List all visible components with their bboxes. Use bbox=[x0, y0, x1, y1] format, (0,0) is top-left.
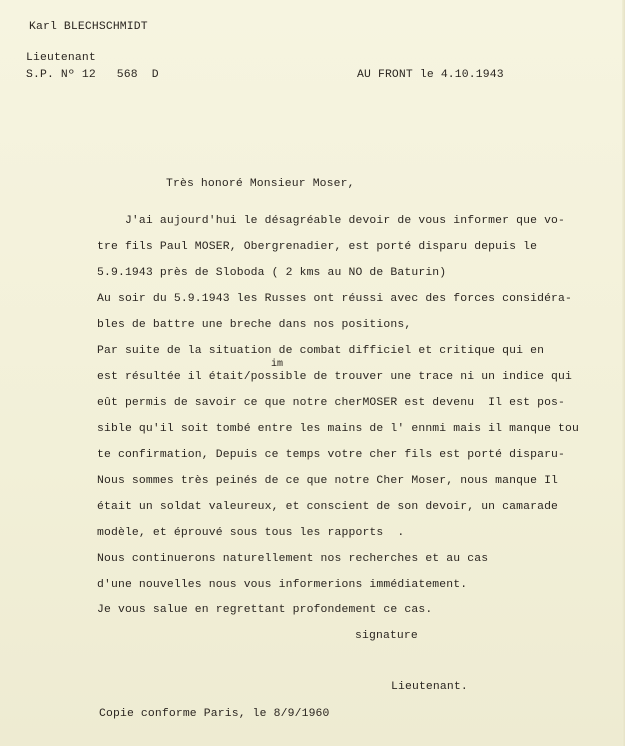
body-line-1: J'ai aujourd'hui le désagréable devoir de vous informer que vo- bbox=[97, 215, 566, 227]
body-line-9: sible qu'il soit tombé entre les mains de l' ennmi mais il manque tou bbox=[97, 423, 579, 435]
signature-label: signature bbox=[355, 630, 418, 642]
postal-sector: S.P. Nº 12 568 D bbox=[26, 69, 159, 81]
body-line-2: tre fils Paul MOSER, Obergrenadier, est porté disparu depuis le bbox=[97, 241, 538, 253]
body-line-11: Nous sommes très peinés de ce que notre Cher Moser, nous manque Il bbox=[97, 475, 559, 487]
body-line-13: modèle, et éprouvé sous tous les rapports . bbox=[97, 527, 405, 539]
body-line-16: Je vous salue en regrettant profondement ce cas. bbox=[97, 604, 433, 616]
place-date: AU FRONT le 4.10.1943 bbox=[357, 69, 504, 81]
sender-name: Karl BLECHSCHMIDT bbox=[29, 21, 148, 33]
body-line-5: bles de battre une breche dans nos positions, bbox=[97, 319, 412, 331]
body-line-7: est résultée il était/possible de trouver une trace ni un indice qui bbox=[97, 371, 573, 383]
salutation: Très honoré Monsieur Moser, bbox=[166, 178, 355, 190]
body-line-3: 5.9.1943 près de Sloboda ( 2 kms au NO de Baturin) bbox=[97, 267, 447, 279]
body-line-14: Nous continuerons naturellement nos recherches et au cas bbox=[97, 553, 489, 565]
body-line-6: Par suite de la situation de combat difficiel et critique qui en bbox=[97, 345, 545, 357]
sender-rank: Lieutenant bbox=[26, 52, 96, 64]
body-line-4: Au soir du 5.9.1943 les Russes ont réussi avec des forces considéra- bbox=[97, 293, 573, 305]
closing-rank: Lieutenant. bbox=[391, 681, 468, 693]
body-line-15: d'une nouvelles nous vous informerions immédiatement. bbox=[97, 579, 468, 591]
copy-note: Copie conforme Paris, le 8/9/1960 bbox=[99, 708, 330, 720]
body-line-12: était un soldat valeureux, et conscient de son devoir, un camarade bbox=[97, 501, 559, 513]
body-line-8: eût permis de savoir ce que notre cherMOSER est devenu Il est pos- bbox=[97, 397, 566, 409]
interlinear-insert: im bbox=[271, 359, 284, 370]
body-line-10: te confirmation, Depuis ce temps votre cher fils est porté disparu- bbox=[97, 449, 566, 461]
